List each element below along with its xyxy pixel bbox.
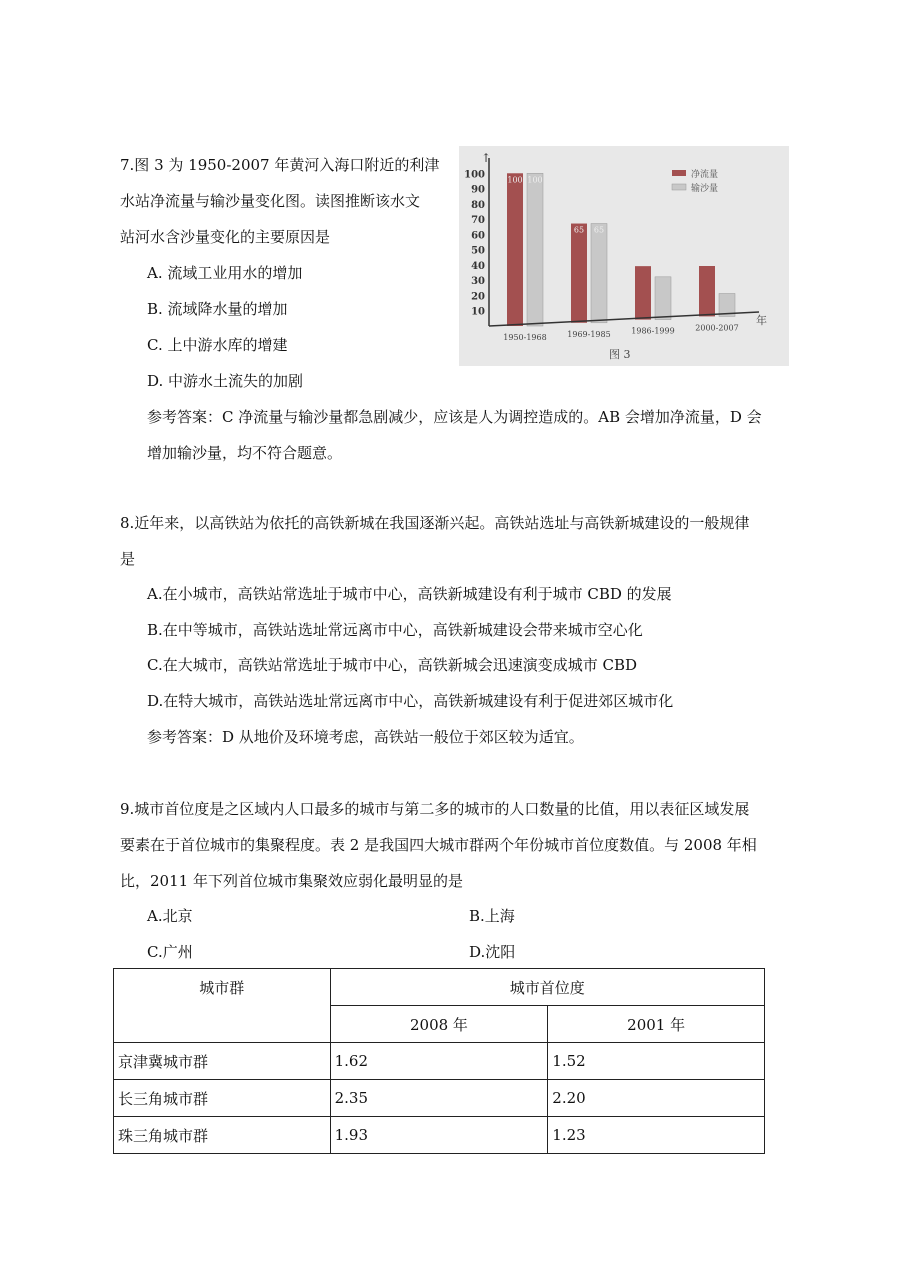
q9-stem-line-1: 9.城市首位度是之区域内人口最多的城市与第二多的城市的人口数量的比值，用以表征区域发展: [120, 800, 750, 818]
q7-stem-line-1: 7.图 3 为 1950-2007 年黄河入海口附近的利津: [120, 156, 440, 174]
bar-data-label: 65: [573, 225, 585, 235]
bar-data-label: 65: [593, 225, 605, 235]
q7-answer-line-2: 增加输沙量，均不符合题意。: [147, 444, 343, 462]
table-row: [114, 1117, 765, 1154]
bar-sand: [591, 224, 607, 323]
q9-stem-line-2: 要素在于首位城市的集聚程度。表 2 是我国四大城市群两个年份城市首位度数值。与 2008 年相: [120, 836, 757, 854]
q8-option-b: B.在中等城市，高铁站选址常远离市中心，高铁新城建设会带来城市空心化: [147, 621, 643, 639]
header-year-1: 2008 年: [330, 1006, 548, 1043]
row-value-2: 1.23: [548, 1117, 765, 1154]
row-value-2: 1.52: [548, 1043, 765, 1080]
figure-caption: 图 3: [609, 348, 631, 361]
q7-answer-line-1: 参考答案：C 净流量与输沙量都急剧减少，应该是人为调控造成的。AB 会增加净流量，D 会: [147, 408, 762, 426]
x-axis-label: 年: [756, 314, 767, 327]
table-row: [114, 1043, 765, 1080]
y-tick-label: 80: [471, 199, 485, 211]
bar-flow: [699, 266, 715, 316]
bar-data-label: 100: [507, 175, 523, 185]
row-value-1: 1.62: [330, 1043, 548, 1080]
q9-option-d: D.沈阳: [469, 943, 516, 961]
y-tick-label: 70: [471, 215, 485, 227]
row-value-1: 2.35: [330, 1080, 548, 1117]
y-tick-label: 30: [471, 276, 485, 288]
q8-stem-line-1: 8.近年来，以高铁站为依托的高铁新城在我国逐渐兴起。高铁站选址与高铁新城建设的一般规律: [120, 514, 750, 532]
header-year-2: 2001 年: [548, 1006, 765, 1043]
table-row: [114, 1080, 765, 1117]
row-name: 珠三角城市群: [114, 1117, 331, 1154]
header-primacy: 城市首位度: [330, 969, 764, 1006]
city-primacy-table: [113, 968, 765, 1154]
bar-sand: [527, 173, 543, 326]
row-name: 京津冀城市群: [114, 1043, 331, 1080]
figure-3: [459, 146, 789, 366]
x-category-label: 1969-1985: [567, 329, 611, 339]
q7-option-c: C. 上中游水库的增建: [147, 336, 288, 354]
q7-stem-line-3: 站河水含沙量变化的主要原因是: [120, 228, 331, 246]
row-name: 长三角城市群: [114, 1080, 331, 1117]
y-tick-label: 20: [471, 291, 485, 303]
q9-option-a: A.北京: [147, 907, 193, 925]
y-tick-label: 40: [471, 260, 485, 272]
x-category-label: 2000-2007: [695, 323, 739, 333]
q7-option-a: A. 流域工业用水的增加: [147, 264, 303, 282]
y-tick-label: 10: [471, 306, 485, 318]
q7-stem-line-2: 水站净流量与输沙量变化图。读图推断该水文: [120, 192, 421, 210]
legend-sand-label: 输沙量: [691, 184, 719, 194]
bar-flow: [571, 224, 587, 323]
q8-option-c: C.在大城市，高铁站常选址于城市中心，高铁新城会迅速演变成城市 CBD: [147, 656, 638, 674]
y-tick-label: 100: [464, 169, 485, 181]
row-value-2: 2.20: [548, 1080, 765, 1117]
q7-option-d: D. 中游水土流失的加剧: [147, 372, 304, 390]
header-city-group: 城市群: [114, 969, 331, 1043]
row-value-1: 1.93: [330, 1117, 548, 1154]
legend-sand-swatch: [672, 184, 686, 190]
bar-flow: [635, 266, 651, 319]
y-axis-arrow: ↑: [481, 151, 492, 165]
bar-sand: [655, 277, 671, 320]
q7-option-b: B. 流域降水量的增加: [147, 300, 288, 318]
q8-option-a: A.在小城市，高铁站常选址于城市中心，高铁新城建设有利于城市 CBD 的发展: [147, 585, 672, 603]
legend-flow-swatch: [672, 170, 686, 176]
sediment-chart: [459, 146, 789, 366]
y-tick-label: 50: [471, 245, 485, 257]
bar-flow: [507, 173, 523, 326]
q8-option-d: D.在特大城市，高铁站选址常远离市中心，高铁新城建设有利于促进郊区城市化: [147, 692, 674, 710]
q8-stem-line-2: 是: [120, 550, 136, 568]
x-category-label: 1986-1999: [631, 326, 675, 336]
q9-stem-line-3: 比，2011 年下列首位城市集聚效应弱化最明显的是: [120, 872, 463, 890]
x-category-label: 1950-1968: [503, 333, 547, 342]
q9-option-c: C.广州: [147, 943, 193, 961]
y-tick-label: 90: [471, 184, 485, 196]
legend-flow-label: 净流量: [691, 170, 719, 180]
y-tick-label: 60: [471, 230, 485, 242]
q9-option-b: B.上海: [469, 907, 515, 925]
q8-answer: 参考答案：D 从地价及环境考虑，高铁站一般位于郊区较为适宜。: [147, 728, 584, 746]
bar-data-label: 100: [527, 175, 543, 185]
